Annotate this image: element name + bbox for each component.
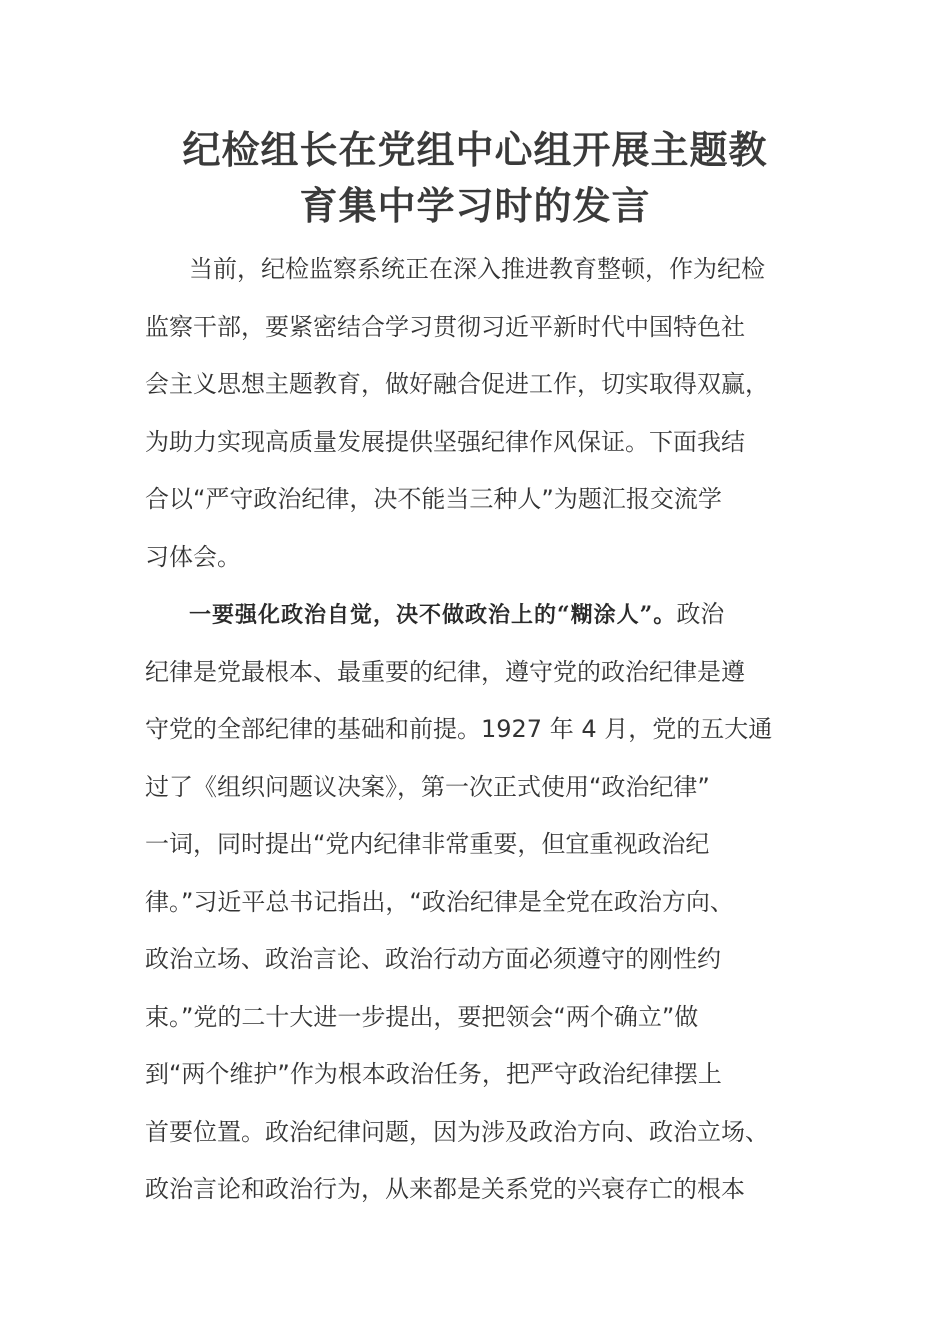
paragraph-political-discipline <box>145 586 805 1219</box>
text-line-with-heading <box>145 586 805 644</box>
text-line: 监察干部，要紧密结合学习贯彻习近平新时代中国特色社 <box>145 312 745 341</box>
text-line: 为助力实现高质量发展提供坚强纪律作风保证。下面我结 <box>145 427 745 456</box>
text-line: 首要位置。政治纪律问题，因为涉及政治方向、政治立场、 <box>145 1117 769 1146</box>
text-line: 一词，同时提出“党内纪律非常重要，但宜重视政治纪 <box>145 830 710 858</box>
text-line: 纪律是党最根本、最重要的纪律，遵守党的政治纪律是遵 <box>145 657 745 686</box>
text-line: 守党的全部纪律的基础和前提。1927 年 4 月，党的五大通 <box>145 715 773 743</box>
document-page <box>145 122 805 1219</box>
text-line: 律。”习近平总书记指出，“政治纪律是全党在政治方向、 <box>145 887 734 916</box>
document-body <box>145 241 805 1219</box>
text-line: 政治言论和政治行为，从来都是关系党的兴衰存亡的根本 <box>145 1175 745 1203</box>
text-line: 当前，纪检监察系统正在深入推进教育整顿，作为纪检 <box>189 255 765 283</box>
paragraph-intro <box>145 241 805 586</box>
text-line: 束。”党的二十大进一步提出，要把领会“两个确立”做 <box>145 1002 699 1031</box>
text-line: 会主义思想主题教育，做好融合促进工作，切实取得双赢， <box>145 370 769 398</box>
text-line: 过了《组织问题议决案》，第一次正式使用“政治纪律” <box>145 772 710 801</box>
text-line: 政治立场、政治言论、政治行动方面必须遵守的刚性约 <box>145 945 721 973</box>
text-line: 习体会。 <box>145 542 241 571</box>
document-title <box>145 122 805 234</box>
text-fragment: 政治 <box>676 600 725 628</box>
title-line-1: 纪检组长在党组中心组开展主题教 <box>182 128 768 172</box>
text-line: 到“两个维护”作为根本政治任务，把严守政治纪律摆上 <box>145 1060 722 1088</box>
section-heading: 一要强化政治自觉，决不做政治上的“糊涂人”。 <box>189 602 677 628</box>
text-line: 合以“严守政治纪律，决不能当三种人”为题汇报交流学 <box>145 485 722 513</box>
title-line-2: 育集中学习时的发言 <box>299 184 651 228</box>
